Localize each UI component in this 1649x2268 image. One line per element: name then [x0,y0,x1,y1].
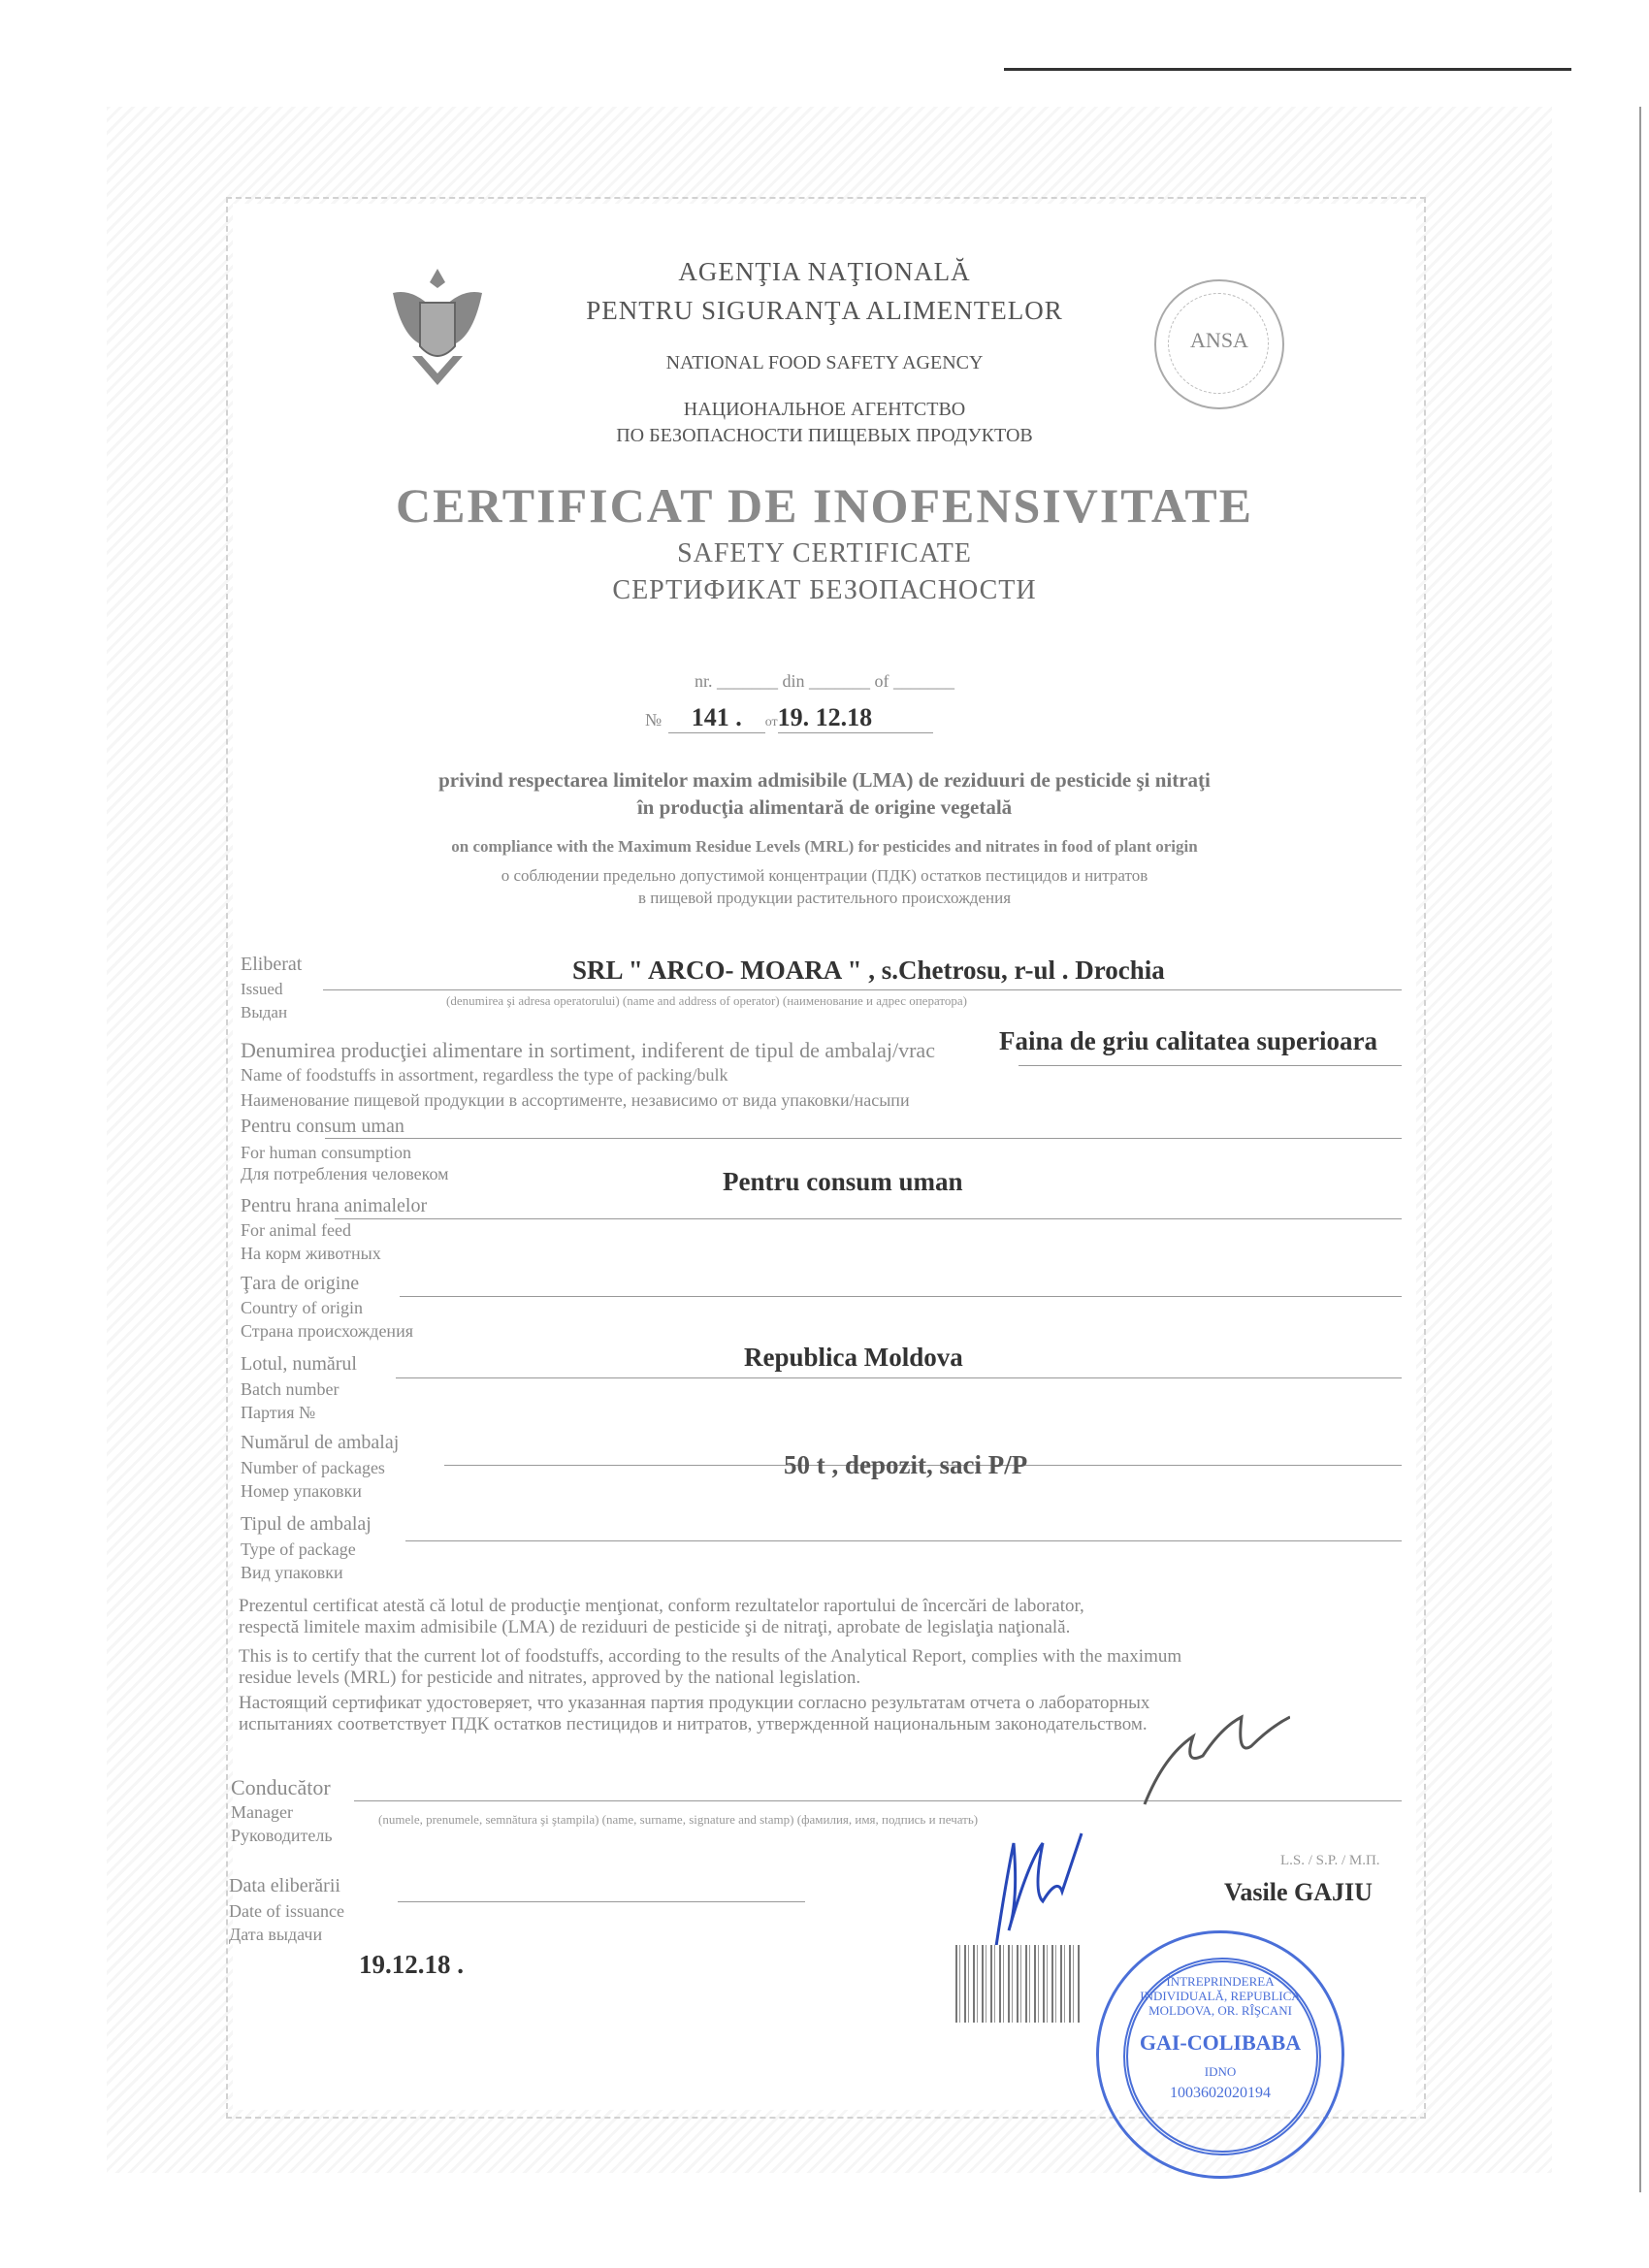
stamp-outer-text: ÎNTREPRINDEREA INDIVIDUALĂ, REPUBLICA MOLDOVA, OR. RÎŞCANI [1140,1974,1301,2018]
packages-value: 50 t , depozit, saci P/P [784,1450,1028,1479]
issued-hint: (denumirea şi adresa operatorului) (name and address of operator) (наименование и адрес оператора) [446,993,967,1008]
stamp-place-label: L.S. / S.P. / М.П. [1280,1853,1380,1868]
issued-label-ro: Eliberat [241,954,303,975]
statement-ru-1: Настоящий сертификат удостоверяет, что указанная партия продукции согласно результатам отчета о лабораторных [239,1693,1150,1713]
issued-label-ru: Выдан [241,1003,288,1021]
number-prefix: № [645,710,663,729]
origin-label-en: Country of origin [241,1298,363,1317]
agency-name-ru-1: НАЦИОНАЛЬНОЕ АГЕНТСТВО [683,399,966,420]
manager-name: Vasile GAJIU [1224,1878,1373,1906]
animal-label-ru: На корм животных [241,1244,381,1263]
human-value: Pentru consum uman [723,1167,963,1196]
title-ro: CERTIFICAT DE INOFENSIVITATE [395,478,1254,533]
product-label-en: Name of foodstuffs in assortment, regardless the type of packing/bulk [241,1065,728,1085]
issued-label-en: Issued [241,980,283,998]
manager-label-ru: Руководитель [231,1826,333,1845]
issue-date-label-ru: Дата выдачи [229,1925,323,1944]
batch-label-en: Batch number [241,1379,340,1399]
origin-label-ro: Ţara de origine [241,1273,360,1294]
animal-label-en: For animal feed [241,1220,351,1240]
title-en: SAFETY CERTIFICATE [677,538,972,568]
number-value: 141 . [668,703,765,733]
agency-name-ro-1: AGENŢIA NAŢIONALĂ [678,257,971,286]
stamp-center-text: GAI-COLIBABA [1139,2030,1302,2055]
batch-label-ro: Lotul, numărul [241,1353,357,1375]
ansa-seal [1154,279,1284,409]
statement-ru-2: испытаниях соответствует ПДК остатков пестицидов и нитратов, утвержденной национальным законодательством. [239,1714,1148,1734]
seal-text: ANSA [1190,328,1248,352]
package-type-label-ru: Вид упаковки [241,1563,343,1582]
human-label-ro: Pentru consum uman [241,1116,404,1137]
issue-date-label-en: Date of issuance [229,1901,344,1921]
number-label-line: nr. _______ din _______ of _______ [695,671,954,691]
batch-label-ru: Партия № [241,1403,316,1422]
intro-ru-1: о соблюдении предельно допустимой концентрации (ПДК) остатков пестицидов и нитратов [501,866,1148,885]
product-label-ru: Наименование пищевой продукции в ассортименте, независимо от вида упаковки/насыпи [241,1090,910,1110]
package-type-label-en: Type of package [241,1539,356,1559]
intro-ro-2: în producţia alimentară de origine vegetală [636,795,1013,819]
agency-name-en: NATIONAL FOOD SAFETY AGENCY [665,352,984,373]
issue-date-line [398,1901,805,1902]
animal-label-ro: Pentru hrana animalelor [241,1195,428,1216]
human-line [325,1138,1402,1139]
company-stamp [1096,1930,1344,2179]
statement-ro-1: Prezentul certificat atestă că lotul de producţie menţionat, conform rezultatelor raportului de încercări de laborator, [239,1596,1084,1616]
package-type-label-ro: Tipul de ambalaj [241,1513,372,1535]
issued-line [323,989,1402,990]
barcode [955,1945,1082,2023]
title-ru: СЕРТИФИКАТ БЕЗОПАСНОСТИ [612,575,1037,605]
packages-label-ro: Numărul de ambalaj [241,1432,400,1453]
product-label-ro: Denumirea producţiei alimentare in sortiment, indiferent de tipul de ambalaj/vrac [241,1038,935,1062]
manager-hint: (numele, prenumele, semnătura şi ştampila) (name, surname, signature and stamp) (фамилия, имя, подпись и печать) [378,1812,979,1827]
intro-ru-2: в пищевой продукции растительного происхождения [637,889,1012,907]
stamp-idno-label: IDNO [1204,2064,1237,2079]
issue-date-label-ro: Data eliberării [229,1875,340,1896]
certificate-number [645,703,933,733]
number-date: 19. 12.18 [778,703,933,733]
issue-date-value: 19.12.18 . [359,1950,464,1979]
origin-label-ru: Страна происхождения [241,1321,413,1341]
manager-label-ro: Conducător [231,1775,331,1799]
product-value: Faina de griu calitatea superioara [999,1026,1377,1055]
human-label-ru: Для потребления человеком [241,1164,449,1183]
packages-label-ru: Номер упаковки [241,1481,362,1501]
statement-en-2: residue levels (MRL) for pesticide and nitrates, approved by the national legislation. [239,1668,861,1688]
scan-edge-line [1004,68,1571,71]
origin-value: Republica Moldova [744,1343,963,1372]
statement-en-1: This is to certify that the current lot of foodstuffs, according to the results of the Analytical Report, complies with the maximum [239,1646,1182,1667]
human-label-en: For human consumption [241,1143,411,1162]
origin-line [400,1296,1402,1297]
agency-name-ru-2: ПО БЕЗОПАСНОСТИ ПИЩЕВЫХ ПРОДУКТОВ [616,425,1033,446]
animal-line [335,1218,1402,1219]
batch-line [396,1377,1402,1378]
statement-ro-2: respectă limitele maxim admisibile (LMA) de reziduuri de pesticide şi de nitraţi, aprobate de legislaţia naţională. [239,1617,1071,1637]
intro-ro-1: privind respectarea limitelor maxim admisibile (LMA) de reziduuri de pesticide şi nitraţi [438,768,1211,792]
intro-en: on compliance with the Maximum Residue Levels (MRL) for pesticides and nitrates in food of plant origin [451,837,1198,856]
signature-upper [1135,1707,1290,1814]
package-type-line [405,1540,1402,1541]
agency-name-ro-2: PENTRU SIGURANŢA ALIMENTELOR [586,296,1063,325]
product-line [1018,1065,1402,1066]
packages-label-en: Number of packages [241,1458,385,1477]
stamp-idno: 1003602020194 [1170,2085,1271,2101]
date-prefix: от [764,715,778,729]
manager-label-en: Manager [231,1802,293,1822]
issued-value: SRL " ARCO- MOARA " , s.Chetrosu, r-ul . Drochia [572,956,1165,985]
